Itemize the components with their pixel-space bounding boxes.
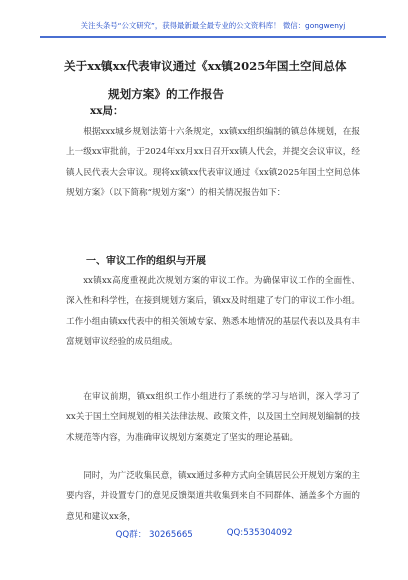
promo-banner: [40, 14, 386, 38]
qq-text: QQ:535304092: [226, 528, 293, 538]
paragraph-training: 在审议前期，镇xx组织工作小组进行了系统的学习与培训，深入学习了xx关于国土空间规划的相关法律法规、政策文件，以及国土空间规划编制的技术规范等内容，为准确审议规划方案奠定了坚实的理论基础。: [66, 392, 360, 443]
footer-contacts: [0, 528, 408, 540]
paragraph-intro: 根据xxx城乡规划法第十六条规定，xx镇xx组织编制的镇总体规划，在报上一级xx审批前，于2024年xx月xx日召开xx镇人代会，并提交会议审议，经镇人民代表大会审议。现将xx镇xx代表审议通过《xx镇2025年国土空间总体规划方案》（以下简称“规划方案”）的相关情况报告如下：: [66, 127, 360, 199]
paragraph-public-opinion: 同时，为广泛收集民意，镇xx通过多种方式向全镇居民公开规划方案的主要内容，并设置专门的意见反馈渠道共收集到来自不同群体、涵盖多个方面的意见和建议xx条，: [66, 471, 360, 522]
qq-group-text: QQ群： 30265665: [115, 530, 193, 540]
addressee: xx局：: [90, 105, 124, 117]
document-title: [64, 52, 354, 108]
section-heading: 一、审议工作的组织与开展: [86, 256, 206, 267]
paragraph-organization: xx镇xx高度重视此次规划方案的审议工作。为确保审议工作的全面性、深入性和科学性，在接到规划方案后，镇xx及时组建了专门的审议工作小组。工作小组由镇xx代表中的相关领域专家、熟悉本地情况的基层代表以及具有丰富规划审议经验的成员组成。: [66, 276, 360, 348]
promo-banner-text: 关注头条号“公文研究”，获得最新最全最专业的公文资料库！ 微信：gongwenyj: [80, 20, 346, 30]
title-line-1: 关于xx镇xx代表审议通过《xx镇2025年国土空间总体: [64, 59, 347, 73]
title-line-2: 规划方案》的工作报告: [108, 87, 224, 101]
